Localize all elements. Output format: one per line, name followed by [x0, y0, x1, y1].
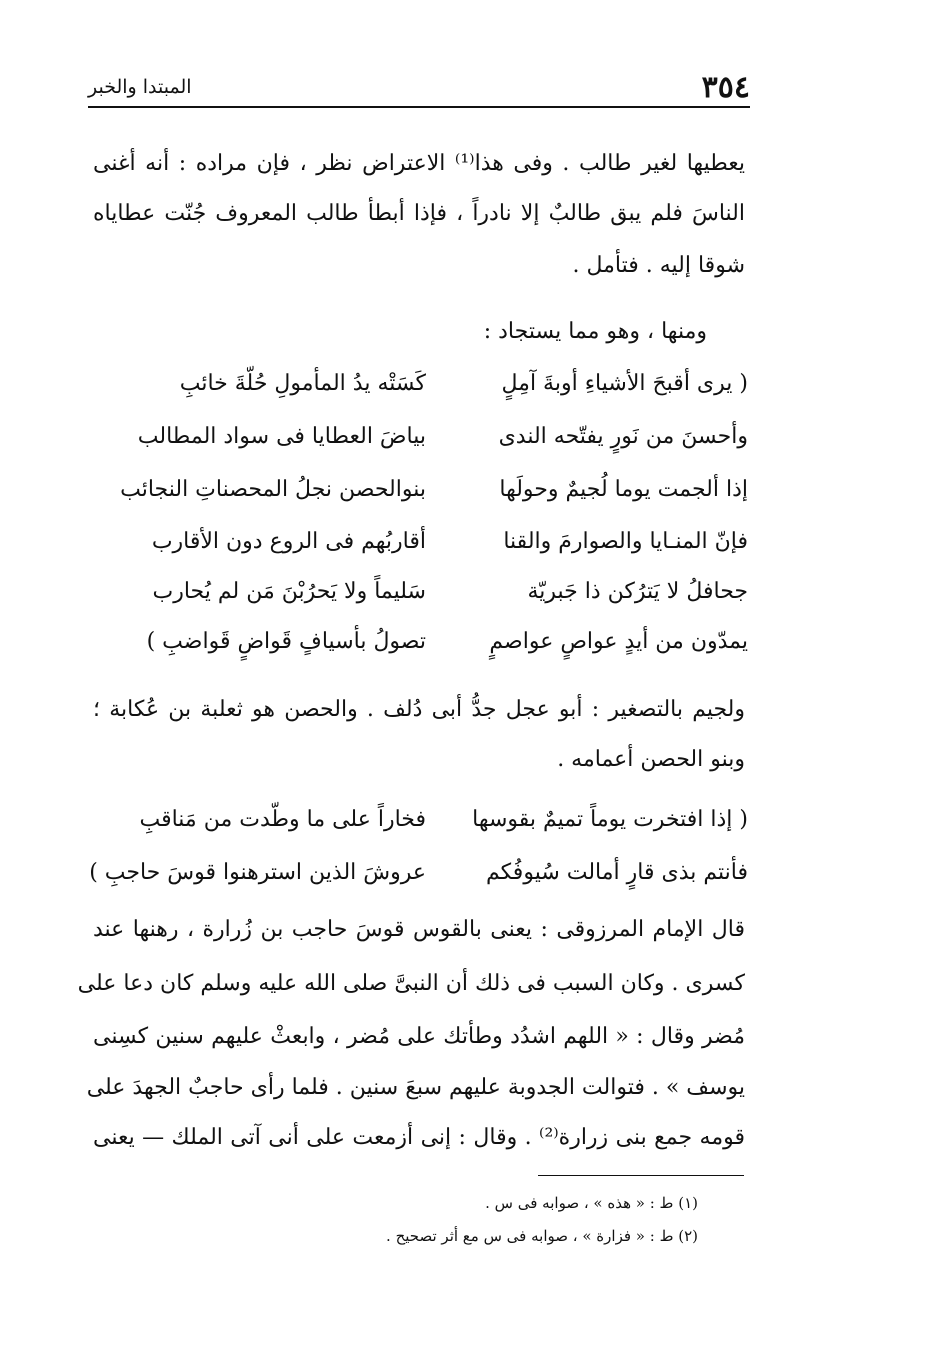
- text-line: قال الإمام المرزوقى : يعنى بالقوس قوسَ حاجب بن زُرارة ، رهنها عند: [93, 917, 745, 942]
- page-header: [88, 70, 750, 104]
- footnote: [268, 1188, 698, 1218]
- page-number: ٣٥٤: [701, 69, 750, 105]
- verse-second-hemistich: عروشَ الذين استرهنوا قوسَ حاجبِ ): [89, 860, 426, 885]
- footnote-marker: (١): [678, 1194, 698, 1212]
- verse-first-hemistich: جحافلُ لا يَترُكن ذا جَبريّة: [527, 579, 748, 604]
- running-title: المبتدا والخبر: [88, 76, 192, 98]
- verse-first-hemistich: إذا ألجمت يوما لُجيمٌ وحولَها: [499, 477, 748, 502]
- verse: [136, 797, 748, 843]
- verse: [136, 619, 748, 665]
- verse-first-hemistich: ( يرى أقبحَ الأشياءِ أوبةَ آمِلٍ: [501, 371, 748, 396]
- text-line: ولجيم بالتصغير : أبو عجل جدُّ أبى دُلف . والحصن هو ثعلبة بن عُكابة ؛: [93, 697, 745, 722]
- verse-second-hemistich: أقاربُهم فى الروع دون الأقارب: [151, 529, 426, 554]
- text-line: الناسَ فلم يبق طالبٌ إلا نادراً ، فإذا أبطأ طالب المعروف جُنّت عطاياه: [93, 201, 745, 226]
- verse: [136, 414, 748, 460]
- verse-second-hemistich: كَسَتْه يدُ المأمولِ حُلّةَ خائبِ: [179, 371, 426, 396]
- verse-second-hemistich: بياضَ العطايا فى سواد المطالب: [137, 424, 426, 449]
- verse-first-hemistich: فإنّ المنـايا والصوارمَ والقنا: [503, 529, 748, 554]
- verse: [120, 467, 748, 513]
- verse-first-hemistich: فأنتم بذى قارٍ أمالت سُيوفُكم: [486, 860, 748, 885]
- header-rule: [88, 106, 750, 108]
- text-line: يوسف » . فتوالت الجدوبة عليهم سبعَ سنين . فلما رأى حاجبٌ الجهدَ على: [86, 1075, 745, 1100]
- text-line: مُضر وقال : « اللهم اشدُد وطأتك على مُضر ، وابعثْ عليهم سنين كسِنى: [93, 1024, 745, 1049]
- footnote-text: ط : « هذه » ، صوابه فى س .: [485, 1194, 674, 1212]
- verse-first-hemistich: وأحسنَ من نَورٍ يفتّحه الندى: [498, 424, 748, 449]
- footnote: [268, 1221, 698, 1251]
- verse-second-hemistich: بنوالحصن نجلُ المحصناتِ النجائب: [120, 477, 426, 502]
- text-line: قومه جمع بنى زرارة⁽²⁾ . وقال : إنى أزمعت على أنى آتى الملك — يعنى: [93, 1125, 745, 1150]
- verse: [136, 569, 748, 615]
- verse-second-hemistich: تصولُ بأسيافٍ قَواضٍ قَواضبِ ): [146, 629, 426, 654]
- verse: [136, 361, 748, 407]
- text-line: شوقا إليه . فتأمل .: [572, 253, 745, 278]
- verse-first-hemistich: يمدّون من أيدٍ عواصٍ عواصمٍ: [489, 629, 748, 654]
- footnote-text: ط : « فزارة » ، صوابه فى س مع أثر تصحيح .: [386, 1227, 674, 1245]
- verse-second-hemistich: فخاراً على ما وطّدت من مَناقبِ: [139, 807, 426, 832]
- verse-second-hemistich: سَليماً ولا يَحرُبْنَ مَن لم يُحارب: [152, 579, 426, 604]
- text-line: كسرى . وكان السبب فى ذلك أن النبىَّ صلى الله عليه وسلم كان دعا على: [77, 971, 745, 996]
- text-line: وبنو الحصن أعمامه .: [557, 747, 745, 772]
- verse-first-hemistich: ( إذا افتخرت يوماً تميمٌ بقوسها: [472, 807, 748, 832]
- verse: [89, 850, 748, 896]
- footnote-marker: (٢): [678, 1227, 698, 1245]
- footnote-rule: [538, 1175, 744, 1176]
- text-line: يعطيها لغير طالب . وفى هذا⁽¹⁾ الاعتراض نظر ، فإن مراده : أنه أغنى: [93, 151, 745, 176]
- verse: [136, 519, 748, 565]
- intro-line: ومنها ، وهو مما يستجاد :: [483, 319, 707, 344]
